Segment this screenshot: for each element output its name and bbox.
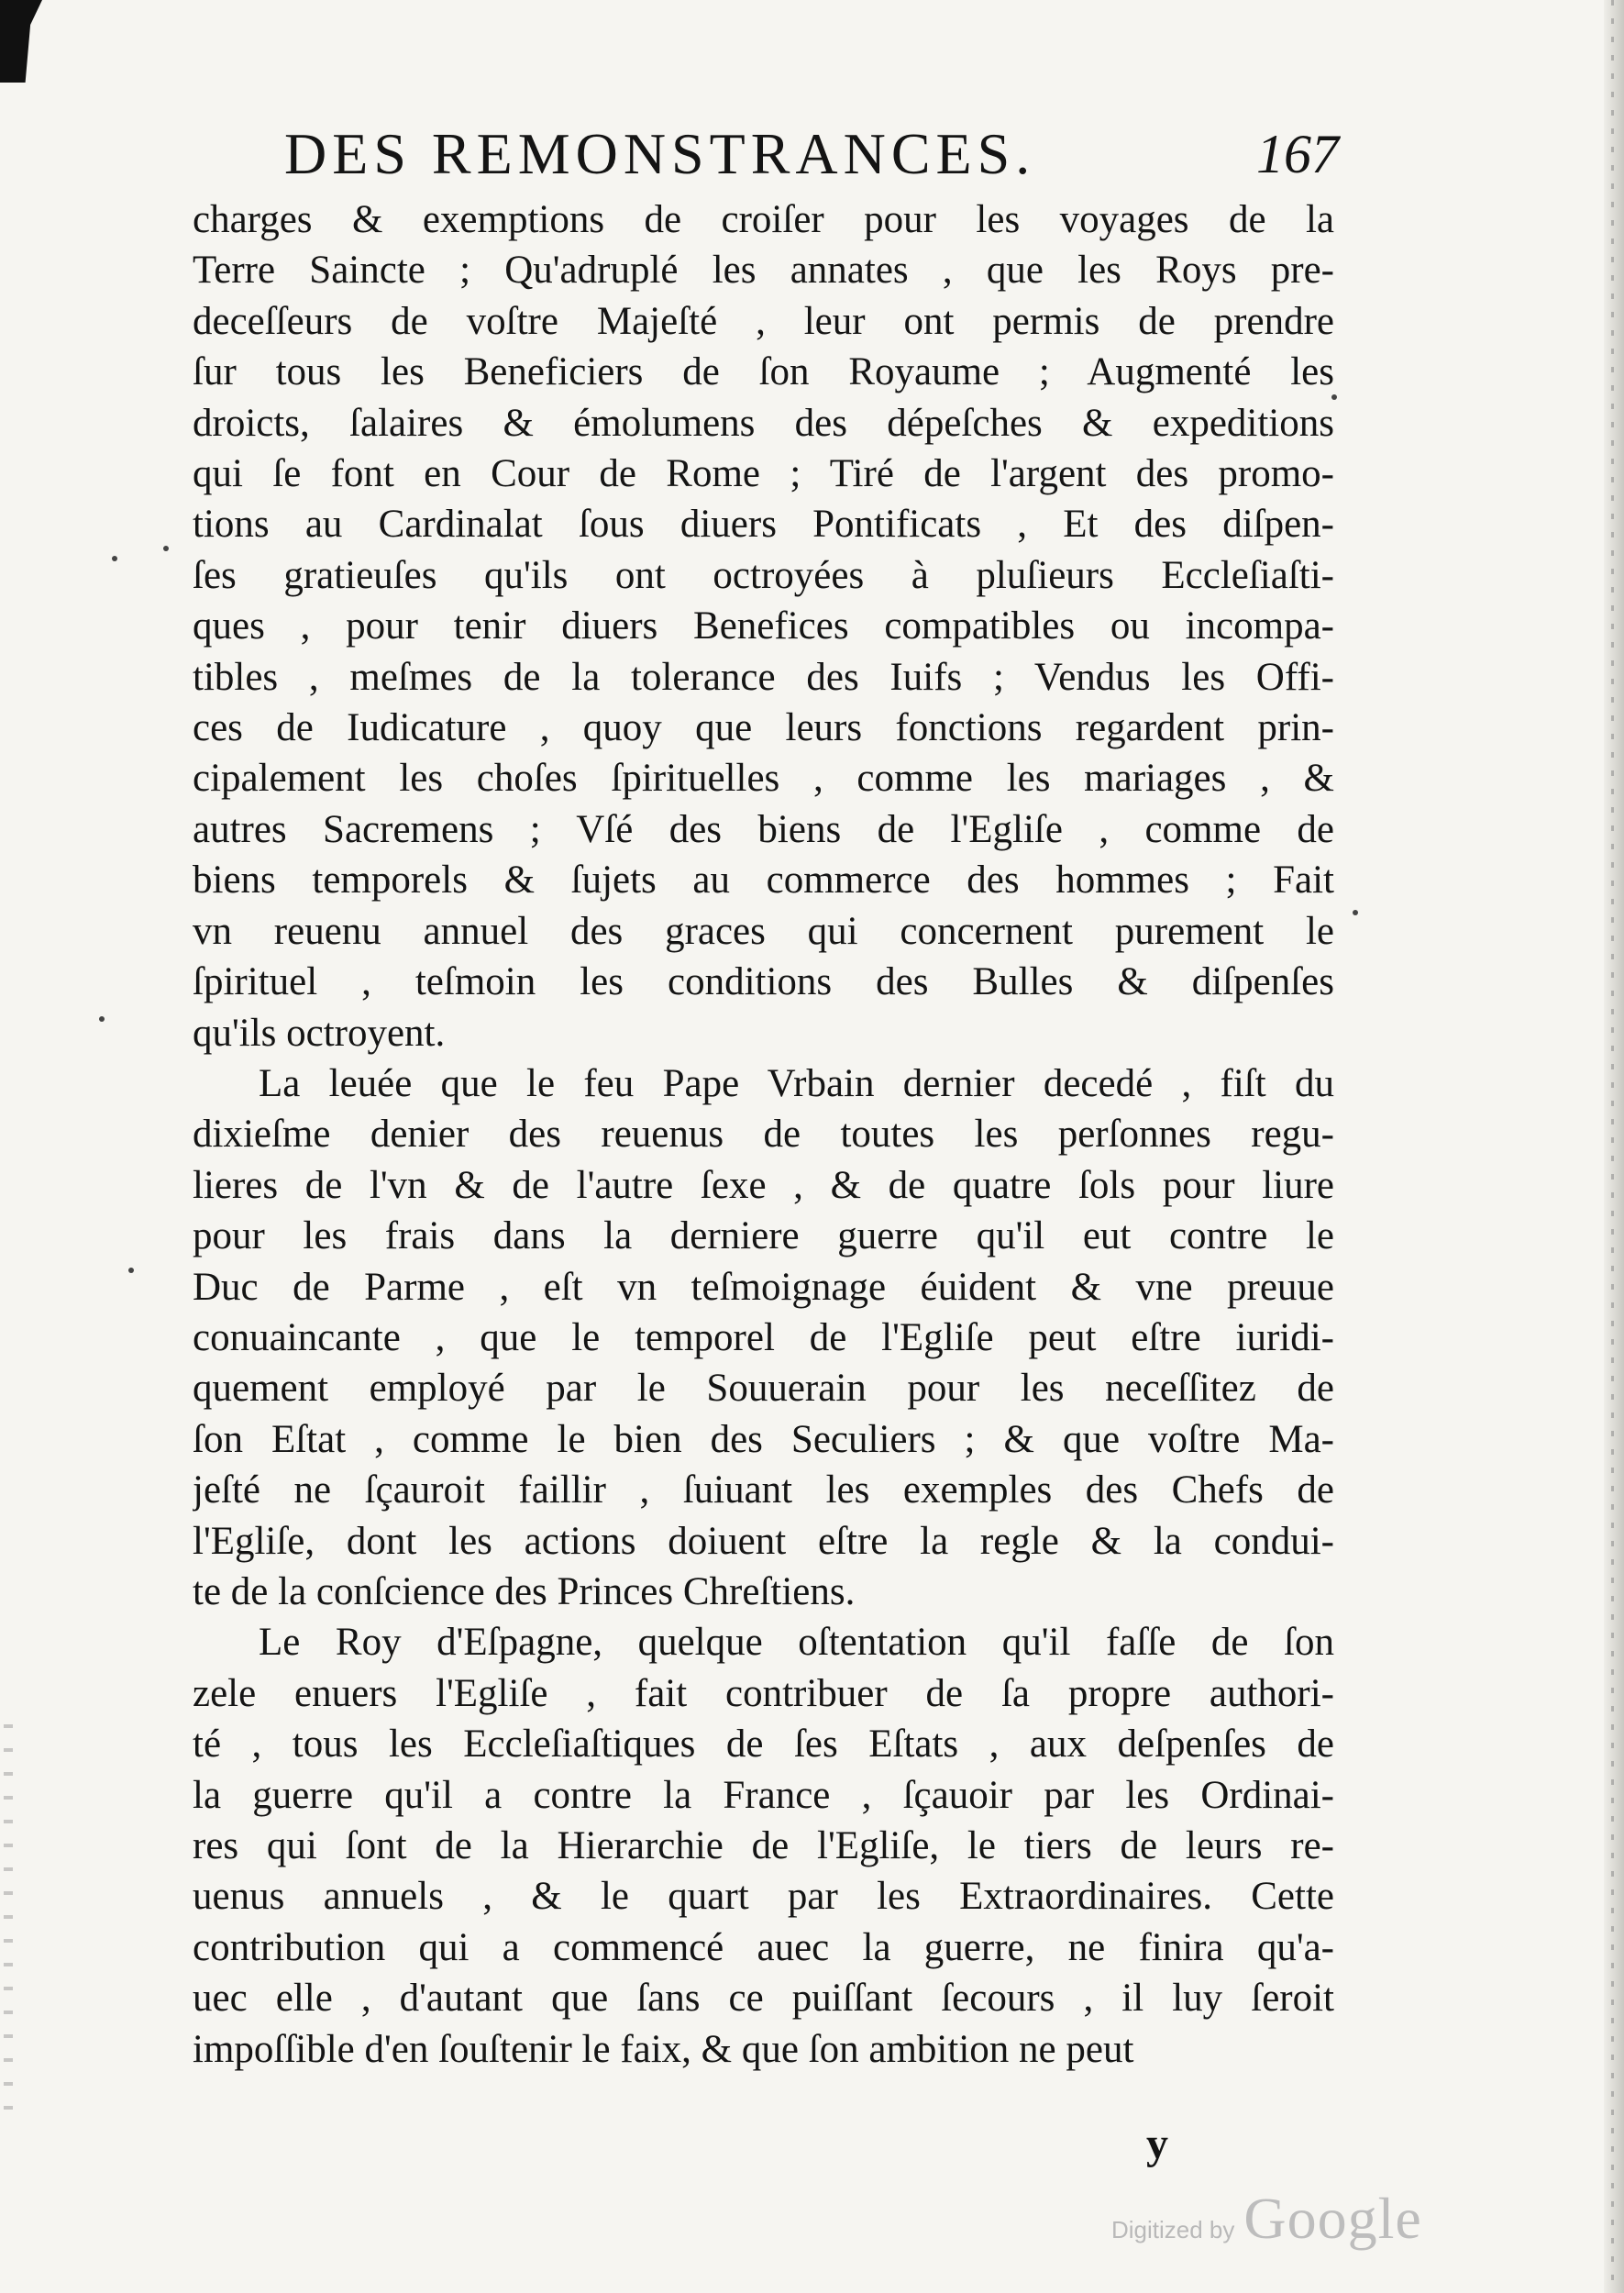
margin-speck <box>99 1016 105 1022</box>
text-line: ſon Eſtat , comme le bien des Seculiers ; & que voſtre Ma- <box>193 1417 1334 1461</box>
text-line: uec elle , d'autant que ſans ce puiſſant ſecours , il luy ſeroit <box>193 1977 1334 2021</box>
margin-noise <box>4 1724 13 2119</box>
text-line: tions au Cardinalat ſous diuers Pontificats , Et des diſpen- <box>193 503 1334 547</box>
text-line: ques , pour tenir diuers Benefices compatibles ou incompa- <box>193 604 1334 648</box>
text-line: La leuée que le feu Pape Vrbain dernier decedé , fiſt du <box>259 1061 1334 1105</box>
paragraph <box>193 194 1334 1058</box>
margin-speck <box>112 556 117 561</box>
text-line: quement employé par le Souuerain pour les neceſſitez de <box>193 1367 1334 1411</box>
text-line: dixieſme denier des reuenus de toutes les perſonnes regu- <box>193 1113 1334 1157</box>
text-line: ces de Iudicature , quoy que leurs fonctions regardent prin- <box>193 706 1334 750</box>
text-line: ſes gratieuſes qu'ils ont octroyées à pluſieurs Eccleſiaſti- <box>193 553 1334 597</box>
text-line: té , tous les Eccleſiaſtiques de ſes Eſtats , aux deſpenſes de <box>193 1723 1334 1767</box>
text-line: Duc de Parme , eſt vn teſmoignage éuident & vne preuue <box>193 1265 1334 1309</box>
text-line: te de la conſcience des Princes Chreſtiens. <box>193 1569 856 1613</box>
digitized-watermark <box>1111 2185 1422 2249</box>
text-line: vn reuenu annuel des graces qui concernent purement le <box>193 909 1334 953</box>
text-line: jeſté ne ſçauroit faillir , ſuiuant les exemples des Chefs de <box>193 1468 1334 1512</box>
margin-speck <box>1353 910 1358 915</box>
text-line: qui ſe font en Cour de Rome ; Tiré de l'argent des promo- <box>193 452 1334 496</box>
page-number: 167 <box>1256 124 1339 184</box>
text-line: autres Sacremens ; Vſé des biens de l'Egliſe , comme de <box>193 807 1334 851</box>
text-line: la guerre qu'il a contre la France , ſçauoir par les Ordinai- <box>193 1773 1334 1817</box>
text-line: lieres de l'vn & de l'autre ſexe , & de quatre ſols pour liure <box>193 1163 1334 1207</box>
text-line: impoſſible d'en ſouſtenir le faix, & que ſon ambition ne peut <box>193 2027 1134 2071</box>
text-line: l'Egliſe, dont les actions doiuent eſtre la regle & la condui- <box>193 1519 1334 1563</box>
text-line: uenus annuels , & le quart par les Extraordinaires. Cette <box>193 1875 1334 1919</box>
text-line: Terre Saincte ; Qu'adruplé les annates , que les Roys pre- <box>193 249 1334 293</box>
paragraph <box>193 1617 1334 2075</box>
text-line: cipalement les choſes ſpirituelles , comme les mariages , & <box>193 757 1334 801</box>
text-line: contribution qui a commencé auec la guerre, ne finira qu'a- <box>193 1925 1334 1969</box>
text-line: deceſſeurs de voſtre Majeſté , leur ont permis de prendre <box>193 299 1334 343</box>
text-line: pour les frais dans la derniere guerre qu'il eut contre le <box>193 1214 1334 1258</box>
page-edge-shadow <box>1604 0 1624 2293</box>
text-line: ſur tous les Beneficiers de ſon Royaume ; Augmenté les <box>193 350 1334 394</box>
text-line: droicts, ſalaires & émolumens des dépeſches & expeditions <box>193 401 1334 445</box>
text-line: res qui ſont de la Hierarchie de l'Egliſe, le tiers de leurs re- <box>193 1824 1334 1867</box>
page-header <box>284 117 1339 191</box>
paragraph <box>193 1058 1334 1617</box>
text-line: biens temporels & ſujets au commerce des hommes ; Fait <box>193 858 1334 903</box>
body-text <box>193 194 1334 2075</box>
catchword: y <box>1146 2120 1168 2168</box>
digitized-by-label: Digitized by <box>1111 2216 1235 2243</box>
text-line: qu'ils octroyent. <box>193 1011 446 1055</box>
text-line: zele enuers l'Egliſe , fait contribuer de ſa propre authori- <box>193 1671 1334 1715</box>
text-line: charges & exemptions de croiſer pour les voyages de la <box>193 198 1334 241</box>
text-line: tibles , meſmes de la tolerance des Iuifs ; Vendus les Offi- <box>193 655 1334 699</box>
running-title: DES REMONSTRANCES. <box>284 121 1036 186</box>
margin-speck <box>128 1268 134 1273</box>
google-logo: Google <box>1243 2186 1422 2251</box>
text-line: conuaincante , que le temporel de l'Egliſe peut eſtre iuridi- <box>193 1315 1334 1359</box>
margin-speck <box>163 546 169 551</box>
text-line: ſpirituel , teſmoin les conditions des Bulles & diſpenſes <box>193 960 1334 1004</box>
text-line: Le Roy d'Eſpagne, quelque oſtentation qu'il faſſe de ſon <box>259 1621 1334 1665</box>
corner-ink-mark <box>0 0 42 83</box>
